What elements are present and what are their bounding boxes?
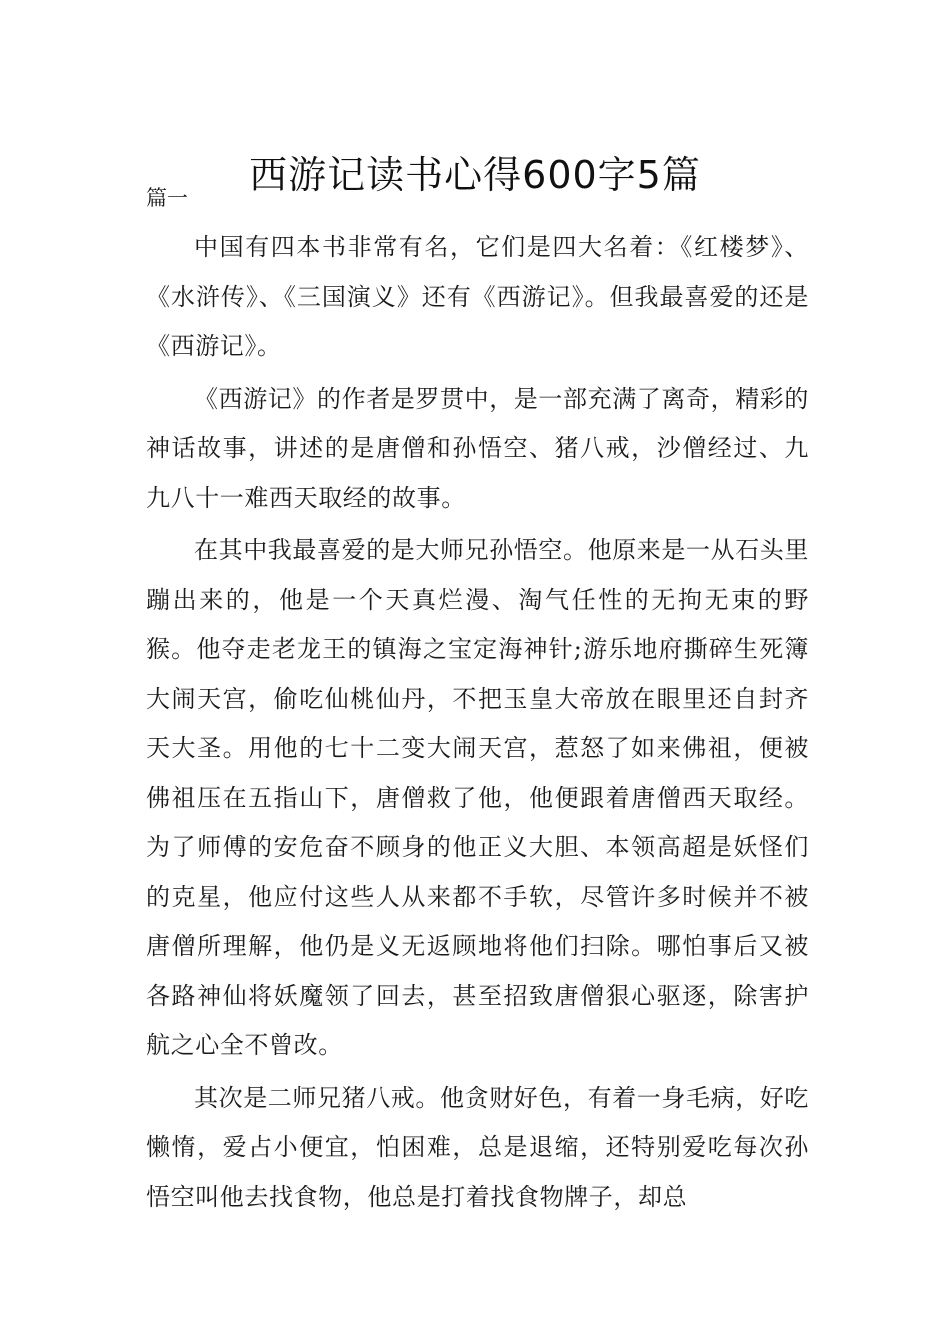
paragraph: 其次是二师兄猪八戒。他贪财好色，有着一身毛病，好吃懒惰，爱占小便宜，怕困难，总是退缩，还特别爱吃每次孙悟空叫他去找食物，他总是打着找食物牌子，却总 bbox=[146, 1083, 809, 1211]
section-heading: 篇一 bbox=[146, 186, 188, 210]
document-title: 西游记读书心得600字5篇 bbox=[249, 153, 701, 198]
paragraph: 中国有四本书非常有名，它们是四大名着：《红楼梦》、《水浒传》、《三国演义》还有《西游记》。但我最喜爱的还是《西游记》。 bbox=[146, 233, 809, 360]
paragraph: 在其中我最喜爱的是大师兄孙悟空。他原来是一从石头里蹦出来的，他是一个天真烂漫、淘气任性的无拘无束的野猴。他夺走老龙王的镇海之宝定海神针;游乐地府撕碎生死簿大闹天宫，偷吃仙桃仙丹，不把玉皇大帝放在眼里还自封齐天大圣。用他的七十二变大闹天宫，惹怒了如来佛祖，便被佛祖压在五指山下，唐僧救了他，他便跟着唐僧西天取经。为了师傅的安危奋不顾身的他正义大胆、本领高超是妖怪们的克星，他应付这些人从来都不手软，尽管许多时候并不被唐僧所理解，他仍是义无返顾地将他们扫除。哪怕事后又被各路神仙将妖魔领了回去，甚至招致唐僧狠心驱逐，除害护航之心全不曾改。 bbox=[146, 536, 809, 1059]
paragraph: 《西游记》的作者是罗贯中，是一部充满了离奇，精彩的神话故事，讲述的是唐僧和孙悟空、猪八戒，沙僧经过、九九八十一难西天取经的故事。 bbox=[146, 384, 809, 512]
body-text bbox=[146, 223, 809, 1225]
